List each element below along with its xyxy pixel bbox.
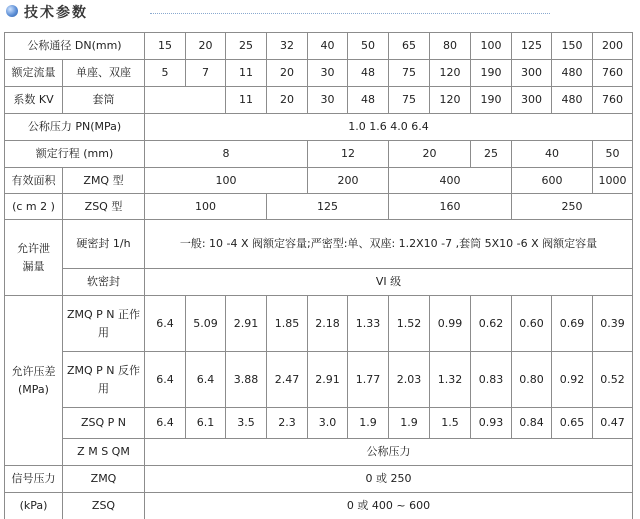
dp-cell: 6.4 (145, 296, 186, 352)
row-signal-zmq (5, 466, 633, 493)
zmq-type-label: ZMQ 型 (63, 168, 145, 194)
bullet-icon (6, 5, 18, 17)
kv-cell: 480 (552, 60, 593, 87)
dn-cell: 50 (348, 33, 389, 60)
dp-cell: 6.4 (186, 352, 226, 408)
dp-cell: 1.9 (348, 408, 389, 439)
row-nominal-diameter (5, 33, 633, 60)
zsq-type-label: ZSQ 型 (63, 194, 145, 220)
kv-cell: 120 (430, 60, 471, 87)
dp-cell: 2.91 (226, 296, 267, 352)
dp-cell: 2.03 (389, 352, 430, 408)
dp-cell: 0.80 (512, 352, 552, 408)
dn-cell: 100 (471, 33, 512, 60)
kv-cell: 20 (267, 87, 308, 114)
dp-cell: 6.4 (145, 352, 186, 408)
dp-cell: 1.32 (430, 352, 471, 408)
rated-stroke-label: 额定行程 (mm) (5, 141, 145, 168)
leakage-label (5, 220, 63, 296)
effective-area-label-2: (c m 2 ) (5, 194, 63, 220)
dn-cell: 65 (389, 33, 430, 60)
dp-cell: 0.99 (430, 296, 471, 352)
kv-cell: 760 (593, 60, 633, 87)
dp-cell: 6.4 (145, 408, 186, 439)
signal-zsq-label: ZSQ (63, 493, 145, 519)
kv-cell: 30 (308, 87, 348, 114)
area-cell: 200 (308, 168, 389, 194)
kv-cell: 20 (267, 60, 308, 87)
dn-cell: 20 (186, 33, 226, 60)
zmq-direct-label: ZMQ P N 正作用 (63, 296, 145, 352)
kv-cell-empty (145, 87, 226, 114)
dn-cell: 125 (512, 33, 552, 60)
effective-area-label-1: 有效面积 (5, 168, 63, 194)
dp-cell: 2.3 (267, 408, 308, 439)
kv-cell: 7 (186, 60, 226, 87)
dp-cell: 2.47 (267, 352, 308, 408)
dp-cell: 2.18 (308, 296, 348, 352)
sleeve-label: 套筒 (63, 87, 145, 114)
kv-cell: 190 (471, 60, 512, 87)
dn-cell: 40 (308, 33, 348, 60)
nominal-diameter-label: 公称通径 DN(mm) (5, 33, 145, 60)
single-double-label: 单座、双座 (63, 60, 145, 87)
row-dp-zmq-reverse (5, 352, 633, 408)
dp-cell: 1.52 (389, 296, 430, 352)
row-dp-zmq-direct (5, 296, 633, 352)
area-cell: 100 (145, 194, 267, 220)
row-area-zmq (5, 168, 633, 194)
zmq-reverse-label: ZMQ P N 反作用 (63, 352, 145, 408)
kv-cell: 48 (348, 87, 389, 114)
zsq-pn-label: ZSQ P N (63, 408, 145, 439)
dp-cell: 2.91 (308, 352, 348, 408)
dp-cell: 0.62 (471, 296, 512, 352)
row-dp-zmsqm (5, 439, 633, 466)
area-cell: 100 (145, 168, 308, 194)
kv-cell: 48 (348, 60, 389, 87)
dn-cell: 15 (145, 33, 186, 60)
dn-cell: 80 (430, 33, 471, 60)
kv-cell: 30 (308, 60, 348, 87)
dp-cell: 0.83 (471, 352, 512, 408)
kv-cell: 300 (512, 87, 552, 114)
area-cell: 1000 (593, 168, 633, 194)
dp-cell: 1.77 (348, 352, 389, 408)
dp-cell: 3.0 (308, 408, 348, 439)
signal-pressure-label-1: 信号压力 (5, 466, 63, 493)
row-flow-sleeve (5, 87, 633, 114)
kv-cell: 11 (226, 87, 267, 114)
dp-cell: 3.88 (226, 352, 267, 408)
dp-cell: 1.9 (389, 408, 430, 439)
zmsqm-label: Z M S QM (63, 439, 145, 466)
row-signal-zsq (5, 493, 633, 519)
dp-cell: 0.65 (552, 408, 593, 439)
kv-cell: 480 (552, 87, 593, 114)
nominal-pressure-value: 1.0 1.6 4.0 6.4 (145, 114, 633, 141)
stroke-cell: 50 (593, 141, 633, 168)
signal-pressure-label-2: (kPa) (5, 493, 63, 519)
rated-flow-label-2: 系数 KV (5, 87, 63, 114)
dp-cell: 1.33 (348, 296, 389, 352)
allowable-dp-label-1: 允许压差 (11, 364, 56, 378)
row-dp-zsq (5, 408, 633, 439)
kv-cell: 5 (145, 60, 186, 87)
stroke-cell: 12 (308, 141, 389, 168)
section-title: 技术参数 (24, 5, 88, 21)
dp-cell: 1.5 (430, 408, 471, 439)
stroke-cell: 8 (145, 141, 308, 168)
dn-cell: 200 (593, 33, 633, 60)
signal-zmq-value: 0 或 250 (145, 466, 633, 493)
kv-cell: 11 (226, 60, 267, 87)
kv-cell: 75 (389, 60, 430, 87)
dp-cell: 0.60 (512, 296, 552, 352)
rated-flow-label-1: 额定流量 (5, 60, 63, 87)
dp-cell: 0.47 (593, 408, 633, 439)
section-header (0, 0, 640, 28)
row-leakage-hard (5, 220, 633, 269)
nominal-pressure-label: 公称压力 PN(MPa) (5, 114, 145, 141)
hard-seal-value: 一般: 10 -4 X 阀额定容量;严密型:单、双座: 1.2X10 -7 ,套筒 5X10 -6 X 阀额定容量 (145, 220, 633, 269)
spec-table (4, 32, 633, 519)
allowable-dp-label (5, 296, 63, 466)
kv-cell: 190 (471, 87, 512, 114)
row-area-zsq (5, 194, 633, 220)
dp-cell: 0.39 (593, 296, 633, 352)
stroke-cell: 20 (389, 141, 471, 168)
dn-cell: 150 (552, 33, 593, 60)
dotted-divider (150, 13, 550, 14)
area-cell: 600 (512, 168, 593, 194)
allowable-dp-label-2: (MPa) (18, 382, 49, 396)
area-cell: 250 (512, 194, 633, 220)
kv-cell: 300 (512, 60, 552, 87)
dp-cell: 6.1 (186, 408, 226, 439)
kv-cell: 75 (389, 87, 430, 114)
area-cell: 400 (389, 168, 512, 194)
area-cell: 160 (389, 194, 512, 220)
dp-cell: 5.09 (186, 296, 226, 352)
kv-cell: 120 (430, 87, 471, 114)
dp-cell: 3.5 (226, 408, 267, 439)
row-flow-single-double (5, 60, 633, 87)
stroke-cell: 40 (512, 141, 593, 168)
row-nominal-pressure (5, 114, 633, 141)
soft-seal-value: VI 级 (145, 269, 633, 296)
signal-zmq-label: ZMQ (63, 466, 145, 493)
dp-cell: 1.85 (267, 296, 308, 352)
row-leakage-soft (5, 269, 633, 296)
signal-zsq-value: 0 或 400 ~ 600 (145, 493, 633, 519)
stroke-cell: 25 (471, 141, 512, 168)
leakage-label-1: 允许泄 (17, 241, 50, 255)
row-rated-stroke (5, 141, 633, 168)
dp-cell: 0.52 (593, 352, 633, 408)
dp-cell: 0.92 (552, 352, 593, 408)
leakage-label-2: 漏量 (22, 259, 45, 273)
area-cell: 125 (267, 194, 389, 220)
dn-cell: 32 (267, 33, 308, 60)
soft-seal-label: 软密封 (63, 269, 145, 296)
hard-seal-label: 硬密封 1/h (63, 220, 145, 269)
dn-cell: 25 (226, 33, 267, 60)
dp-cell: 0.69 (552, 296, 593, 352)
zmsqm-value: 公称压力 (145, 439, 633, 466)
dp-cell: 0.84 (512, 408, 552, 439)
dp-cell: 0.93 (471, 408, 512, 439)
kv-cell: 760 (593, 87, 633, 114)
